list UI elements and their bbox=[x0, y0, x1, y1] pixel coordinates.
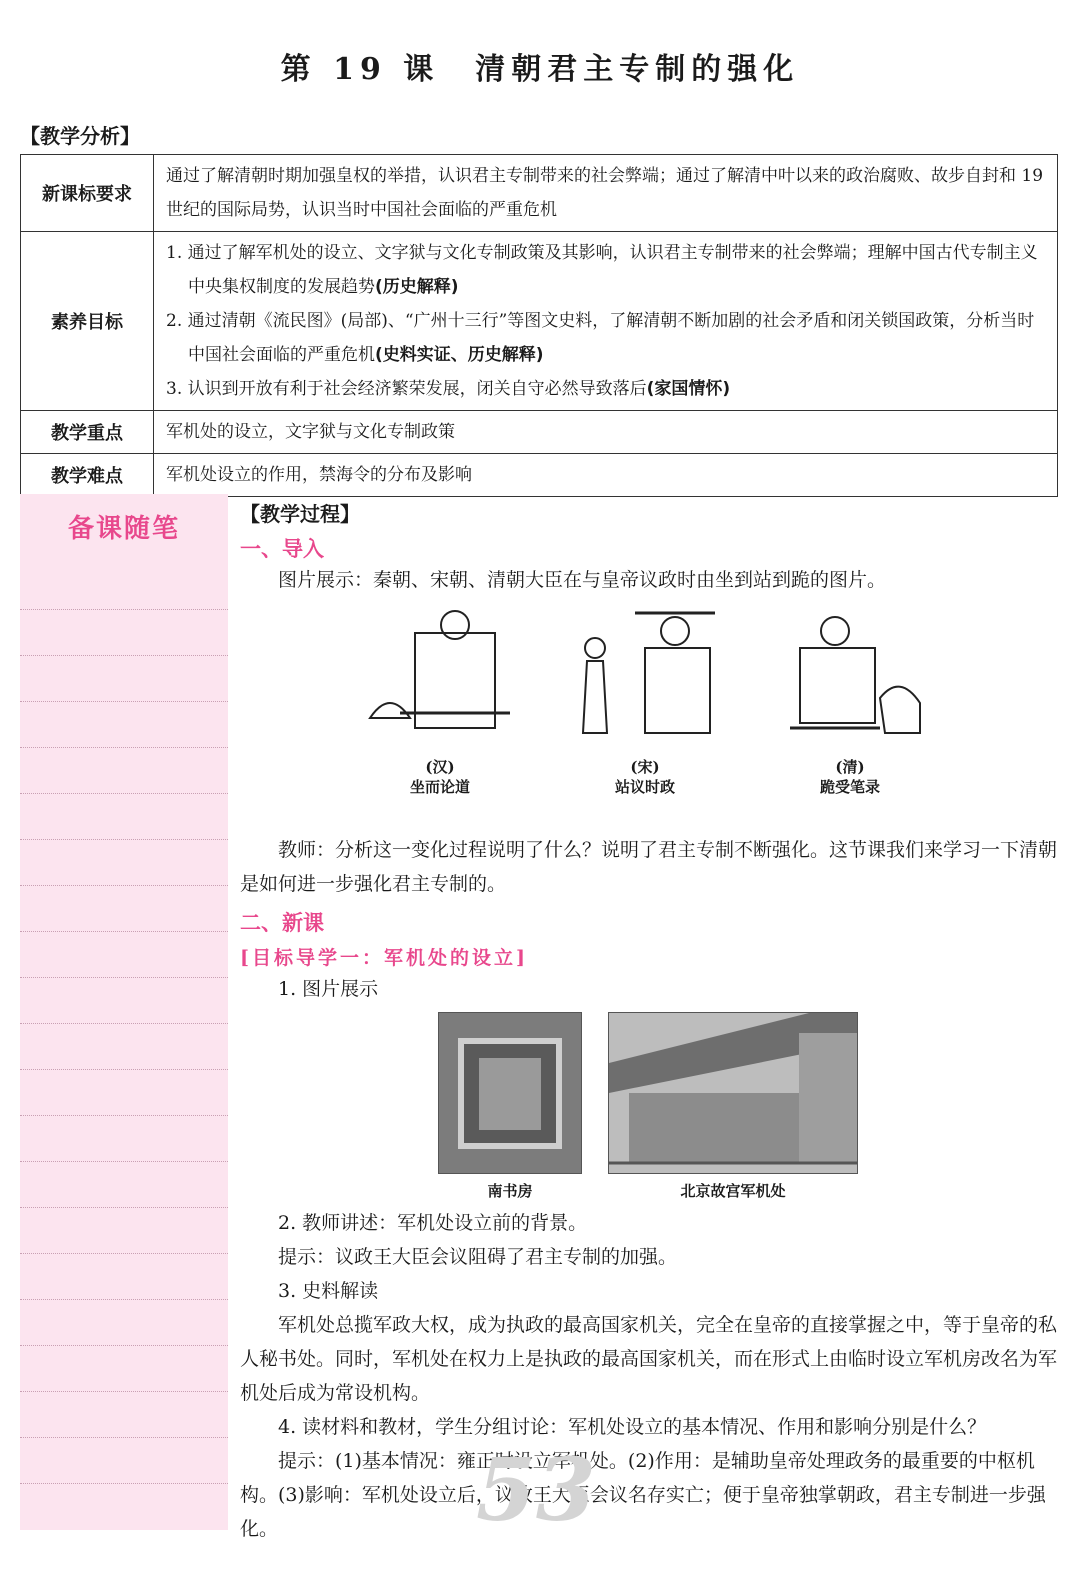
figure-dynasty: (宋) bbox=[630, 758, 660, 776]
hint-4: 提示：(1)基本情况：雍正时设立军机处。(2)作用：是辅助皇帝处理政务的最重要的中枢机构。(3)影响：军机处设立后，议政王大臣会议名存实亡；便于皇帝独掌朝政，君主专制进一步强化。 bbox=[240, 1450, 1046, 1540]
teaching-process-heading: 【教学过程】 bbox=[240, 502, 360, 526]
item-4: 4. 读材料和教材，学生分组讨论：军机处设立的基本情况、作用和影响分别是什么？ bbox=[278, 1416, 987, 1438]
building-photos bbox=[240, 1012, 1060, 1206]
note-line bbox=[20, 932, 228, 978]
teaching-analysis-heading: 【教学分析】 bbox=[20, 124, 140, 148]
literacy-goal bbox=[166, 236, 1045, 304]
photo-nanshufang bbox=[438, 1012, 582, 1201]
goal-text: 3. 认识到开放有利于社会经济繁荣发展，闭关自守必然导致落后 bbox=[166, 379, 647, 399]
figure-caption: 站议时政 bbox=[614, 778, 675, 796]
nanshufang-photo bbox=[438, 1012, 582, 1174]
note-line bbox=[20, 1300, 228, 1346]
literacy-label: 素养目标 bbox=[21, 232, 154, 411]
figure-dynasty: (汉) bbox=[425, 758, 455, 776]
note-line bbox=[20, 564, 228, 610]
figure-han bbox=[360, 603, 520, 797]
goal-tag: (史料实证、历史解释) bbox=[375, 345, 544, 365]
figure-qing bbox=[770, 603, 930, 797]
note-line bbox=[20, 1208, 228, 1254]
note-line bbox=[20, 794, 228, 840]
note-line bbox=[20, 840, 228, 886]
literacy-goals bbox=[154, 232, 1058, 411]
plaque-illustration bbox=[439, 1013, 581, 1173]
qing-court-illustration bbox=[770, 603, 930, 753]
photo-caption: 南书房 bbox=[487, 1182, 533, 1200]
note-line bbox=[20, 1254, 228, 1300]
curriculum-text: 通过了解清朝时期加强皇权的举措，认识君主专制带来的社会弊端；通过了解清中叶以来的政治腐败、故步自封和 19 世纪的国际局势，认识当时中国社会面临的严重危机 bbox=[154, 155, 1058, 232]
intro-text: 图片展示：秦朝、宋朝、清朝大臣在与皇帝议政时由坐到站到跪的图片。 bbox=[278, 569, 887, 591]
intro-heading: 一、导入 bbox=[240, 537, 324, 561]
figure-caption: 坐而论道 bbox=[409, 778, 470, 796]
song-court-illustration bbox=[565, 603, 725, 753]
hint-2: 提示：议政王大臣会议阻碍了君主专制的加强。 bbox=[278, 1246, 678, 1268]
goal-text: 2. 通过清朝《流民图》(局部)、“广州十三行”等图文史料，了解清朝不断加剧的社会矛盾和闭关锁国政策，分析当时中国社会面临的严重危机 bbox=[166, 311, 1035, 365]
note-line bbox=[20, 1116, 228, 1162]
source-text: 军机处总揽军政大权，成为执政的最高国家机关，完全在皇帝的直接掌握之中，等于皇帝的私人秘书处。同时，军机处在权力上是执政的最高国家机关，而在形式上由临时设立军机房改名为军机处后成为常设机构。 bbox=[240, 1314, 1058, 1404]
lesson-title: 第 19 课 清朝君主专制的强化 bbox=[280, 52, 800, 87]
note-line bbox=[20, 1024, 228, 1070]
note-line bbox=[20, 1070, 228, 1116]
curriculum-label: 新课标要求 bbox=[21, 155, 154, 232]
table-row bbox=[21, 454, 1058, 497]
building-illustration bbox=[609, 1013, 857, 1173]
note-line bbox=[20, 1162, 228, 1208]
notes-sidebar bbox=[20, 494, 228, 1530]
key-point-text: 军机处的设立，文字狱与文化专制政策 bbox=[154, 411, 1058, 454]
figure-song bbox=[565, 603, 725, 797]
table-row bbox=[21, 155, 1058, 232]
item-2: 2. 教师讲述：军机处设立前的背景。 bbox=[278, 1212, 588, 1234]
note-line bbox=[20, 656, 228, 702]
page-number: 53 bbox=[476, 1440, 596, 1541]
teaching-process bbox=[240, 494, 1060, 1546]
note-line bbox=[20, 978, 228, 1024]
learning-target-banner: [目标导学一：军机处的设立] bbox=[240, 947, 528, 969]
note-line bbox=[20, 748, 228, 794]
note-line bbox=[20, 702, 228, 748]
goal-text: 1. 通过了解军机处的设立、文字狱与文化专制政策及其影响，认识君主专制带来的社会弊端；理解中国古代专制主义中央集权制度的发展趋势 bbox=[166, 243, 1038, 297]
new-lesson-heading: 二、新课 bbox=[240, 911, 324, 935]
item-1: 1. 图片展示 bbox=[278, 978, 379, 1000]
item-3: 3. 史料解读 bbox=[278, 1280, 379, 1302]
teacher-analysis: 教师：分析这一变化过程说明了什么？说明了君主专制不断强化。这节课我们来学习一下清朝是如何进一步强化君主专制的。 bbox=[240, 839, 1058, 895]
note-line bbox=[20, 1346, 228, 1392]
junjichu-photo bbox=[608, 1012, 858, 1174]
literacy-goal bbox=[166, 304, 1045, 372]
key-point-label: 教学重点 bbox=[21, 411, 154, 454]
photo-caption: 北京故宫军机处 bbox=[680, 1182, 786, 1200]
goal-tag: (家国情怀) bbox=[646, 379, 731, 399]
literacy-goal bbox=[166, 372, 1045, 406]
goal-tag: (历史解释) bbox=[375, 277, 459, 297]
han-court-illustration bbox=[360, 603, 520, 753]
figure-caption: 跪受笔录 bbox=[819, 778, 880, 796]
dynasty-figures bbox=[240, 603, 1060, 833]
notes-sidebar-title: 备课随笔 bbox=[67, 514, 180, 544]
table-row bbox=[21, 411, 1058, 454]
analysis-table bbox=[20, 154, 1058, 497]
note-line bbox=[20, 1438, 228, 1484]
note-line bbox=[20, 886, 228, 932]
difficult-point-text: 军机处设立的作用，禁海令的分布及影响 bbox=[154, 454, 1058, 497]
notes-lines bbox=[20, 564, 228, 1524]
note-line bbox=[20, 610, 228, 656]
photo-junjichu bbox=[608, 1012, 858, 1201]
table-row bbox=[21, 232, 1058, 411]
difficult-point-label: 教学难点 bbox=[21, 454, 154, 497]
note-line bbox=[20, 1392, 228, 1438]
figure-dynasty: (清) bbox=[835, 758, 865, 776]
